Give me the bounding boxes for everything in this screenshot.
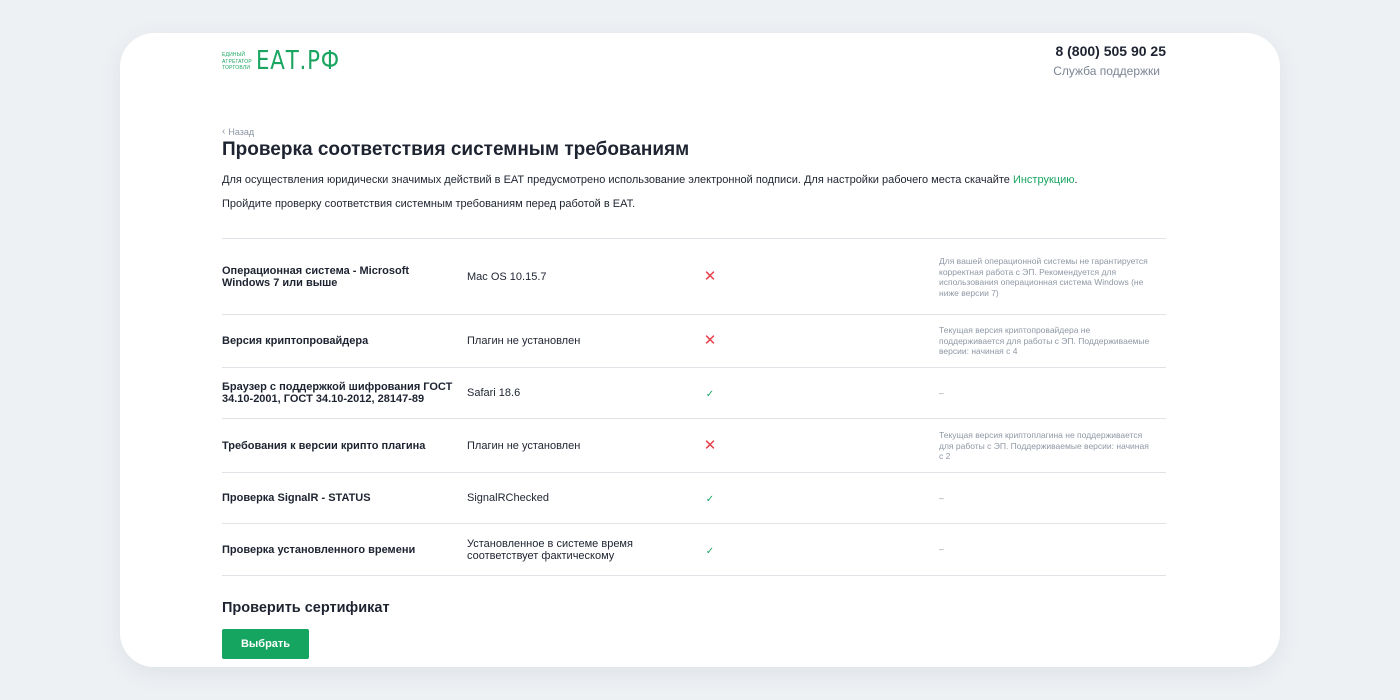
cross-icon: ✕ xyxy=(703,437,717,454)
chevron-left-icon: ‹ xyxy=(222,126,226,137)
requirement-row xyxy=(222,419,1166,473)
requirement-note: – xyxy=(939,493,944,503)
instruction-link[interactable]: Инструкцию xyxy=(1012,174,1075,186)
check-icon: ✓ xyxy=(705,546,715,557)
requirement-row xyxy=(222,524,1166,576)
logo-tagline-line: АГРЕГАТОР xyxy=(222,58,252,65)
requirement-row xyxy=(222,315,1166,368)
cross-icon: ✕ xyxy=(703,332,717,349)
requirement-note: – xyxy=(939,544,944,554)
logo-tagline-line: ЕДИНЫЙ xyxy=(222,52,246,59)
requirement-name: Операционная система - Microsoft Windows 7 или выше xyxy=(222,265,410,289)
check-icon: ✓ xyxy=(705,494,715,505)
requirement-note: Текущая версия криптоплагина не поддерживается для работы с ЭП. Поддерживаемые версии: начиная с 2 xyxy=(939,430,1149,461)
support-contact xyxy=(1053,43,1166,78)
requirement-name: Требования к версии крипто плагина xyxy=(222,440,426,452)
requirement-name: Версия криптопровайдера xyxy=(222,335,369,347)
requirement-row xyxy=(222,368,1166,419)
choose-certificate-button[interactable]: Выбрать xyxy=(222,629,309,659)
description-suffix: . xyxy=(1074,174,1078,186)
page-description xyxy=(222,174,1078,186)
logo-tagline xyxy=(222,52,252,72)
requirement-row xyxy=(222,239,1166,315)
cross-icon: ✕ xyxy=(703,268,717,285)
support-phone[interactable]: 8 (800) 505 90 25 xyxy=(1055,43,1166,59)
back-link[interactable] xyxy=(222,127,254,137)
requirement-value: SignalRChecked xyxy=(467,492,549,504)
requirement-row xyxy=(222,473,1166,524)
requirement-name: Браузер с поддержкой шифрования ГОСТ 34.10-2001, ГОСТ 34.10-2012, 28147-89 xyxy=(222,381,453,405)
back-label: Назад xyxy=(228,127,255,137)
requirement-value: Safari 18.6 xyxy=(467,387,521,399)
requirement-value: Mac OS 10.15.7 xyxy=(467,271,547,283)
requirement-value: Плагин не установлен xyxy=(467,440,581,452)
check-icon: ✓ xyxy=(705,389,715,400)
support-label: Служба поддержки xyxy=(1053,64,1160,78)
certificate-section-title: Проверить сертификат xyxy=(222,600,390,616)
description-text: Для осуществления юридически значимых действий в ЕАТ предусмотрено использование электронной подписи. Для настройки рабочего места скачайте xyxy=(222,174,1013,186)
page-title: Проверка соответствия системным требованиям xyxy=(222,139,690,160)
logo[interactable] xyxy=(222,45,358,77)
requirement-name: Проверка SignalR - STATUS xyxy=(222,492,371,504)
logo-text: ЕАТ.РФ xyxy=(255,46,340,76)
requirement-value: Установленное в системе время соответствует фактическому xyxy=(467,538,633,562)
requirements-table xyxy=(222,238,1166,576)
requirement-name: Проверка установленного времени xyxy=(222,544,416,556)
content-area xyxy=(222,33,1166,667)
page-description-secondary: Пройдите проверку соответствия системным требованиям перед работой в ЕАТ. xyxy=(222,198,636,210)
requirement-note: – xyxy=(939,388,944,398)
main-card xyxy=(120,33,1280,667)
requirement-note: Текущая версия криптопровайдера не поддерживается для работы с ЭП. Поддерживаемые версии: начиная с 4 xyxy=(939,325,1150,356)
logo-tagline-line: ТОРГОВЛИ xyxy=(222,65,251,72)
requirement-note: Для вашей операционной системы не гарантируется корректная работа с ЭП. Рекомендуется для использования операционная система Windows (не ниже версии 7) xyxy=(939,256,1148,298)
requirement-value: Плагин не установлен xyxy=(467,335,581,347)
